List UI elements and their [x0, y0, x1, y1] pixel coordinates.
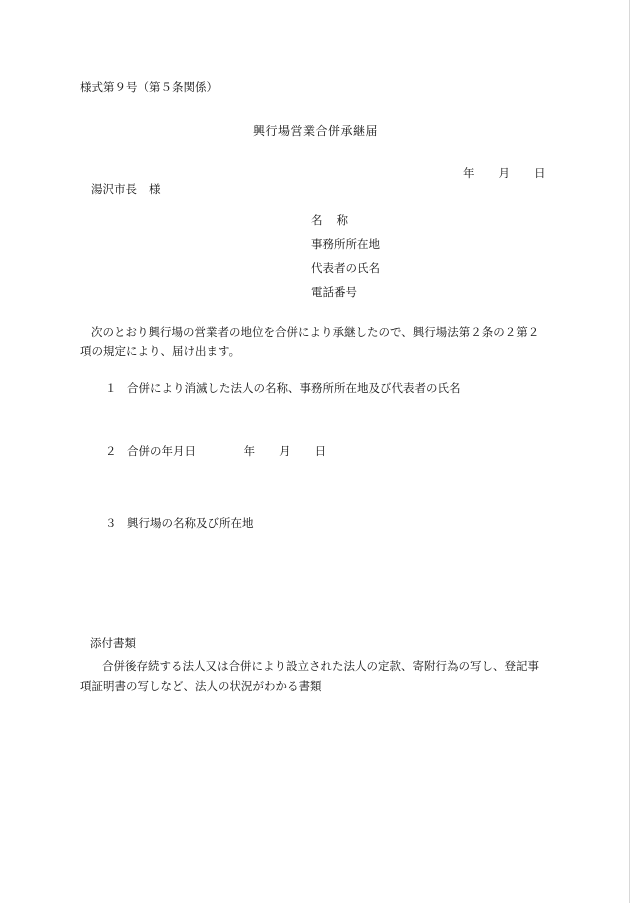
item-2-number: ２	[105, 444, 117, 458]
item-1-number: １	[105, 381, 117, 395]
applicant-office-address-label: 事務所所在地	[311, 237, 380, 251]
item-1-label: 合併により消滅した法人の名称、事務所所在地及び代表者の氏名	[127, 381, 461, 395]
addressee-honorific: 様	[149, 182, 161, 196]
attachments-paragraph	[80, 656, 550, 696]
item-3-number: ３	[105, 516, 117, 530]
addressee	[91, 183, 161, 197]
item-2	[105, 445, 326, 459]
date-month-label: 月	[498, 166, 510, 180]
item-1	[105, 382, 461, 396]
date-year-label: 年	[463, 166, 475, 180]
merger-date-slots: 年 月 日	[243, 444, 327, 458]
item-2-label: 合併の年月日	[127, 444, 196, 458]
item-3	[105, 517, 254, 531]
applicant-representative-label: 代表者の氏名	[311, 261, 380, 275]
body-paragraph	[80, 323, 550, 361]
submission-date	[463, 167, 546, 181]
applicant-name-label: 名 称	[311, 213, 348, 227]
body-text: 次のとおり興行場の営業者の地位を合併により承継したので、興行場法第２条の２第２項の規定により、届け出ます。	[80, 325, 540, 358]
attachments-heading: 添付書類	[90, 636, 136, 650]
attachments-text: 合併後存続する法人又は合併により設立された法人の定款、寄附行為の写し、登記事項証明書の写しなど、法人の状況がわかる書類	[80, 659, 539, 693]
date-day-label: 日	[534, 166, 546, 180]
form-number: 様式第９号（第５条関係）	[80, 80, 218, 94]
document-title: 興行場営業合併承継届	[253, 124, 379, 138]
item-3-label: 興行場の名称及び所在地	[127, 516, 254, 530]
addressee-name: 湯沢市長	[91, 182, 137, 196]
applicant-phone-label: 電話番号	[311, 285, 357, 299]
applicant-block	[311, 214, 380, 310]
